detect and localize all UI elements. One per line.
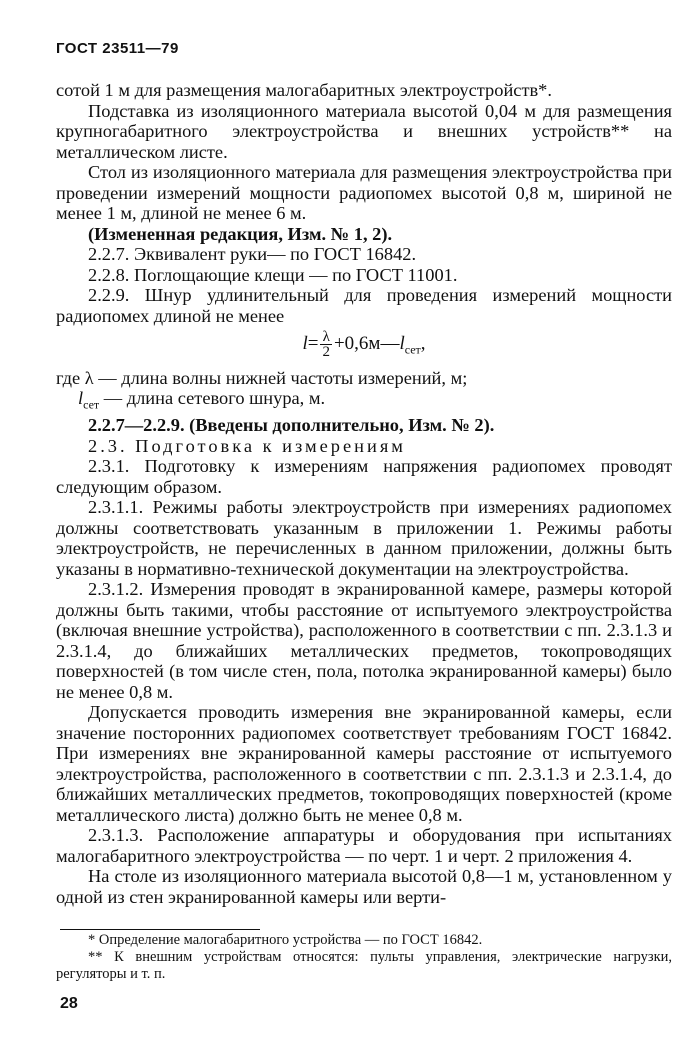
page-number: 28 bbox=[60, 995, 78, 1012]
formula-lhs: l bbox=[302, 332, 308, 354]
paragraph: На столе из изоляционного материала высотой 0,8—1 м, установленном у одной из стен экранированной камеры или верти- bbox=[56, 866, 672, 907]
page-header: ГОСТ 23511—79 bbox=[56, 40, 179, 57]
paragraph: сотой 1 м для размещения малогабаритных электроустройств*. bbox=[56, 80, 552, 100]
formula-rhs-subscript: сет bbox=[404, 342, 421, 357]
where-line bbox=[56, 388, 672, 415]
where-text: — длина сетевого шнура, м. bbox=[103, 388, 326, 409]
paragraph: 2.3.1. Подготовку к измерениям напряжения радиопомех проводят следующим образом. bbox=[56, 456, 672, 497]
formula-tail: , bbox=[420, 332, 426, 354]
paragraph: Допускается проводить измерения вне экранированной камеры, если значение посторонних радиопомех соответствует требованиям ГОСТ 16842. При измерениях вне экранированной камеры расстояние от испытуемого электроустройства, расположенного в соответствии с пп. 2.3.1.3 и 2.3.1.4, до ближайших металлических предметов, токопроводящих поверхностей (кроме металлического листа) должно быть не менее 0,8 м. bbox=[56, 702, 672, 825]
footnotes bbox=[56, 932, 672, 983]
footnote-divider bbox=[60, 929, 260, 930]
clause-2-2-9: 2.2.9. Шнур удлинительный для проведения измерений мощности радиопомех длиной не менее bbox=[56, 285, 672, 326]
where-symbol-subscript: сет bbox=[83, 397, 100, 412]
clause-2-2-8: 2.2.8. Поглощающие клещи — по ГОСТ 11001. bbox=[88, 264, 458, 285]
amendment-note: 2.2.7—2.2.9. (Введены дополнительно, Изм. № 2). bbox=[88, 415, 495, 436]
paragraph: Стол из изоляционного материала для размещения электроустройства при проведении измерений мощности радиопомех высотой 0,8 м, шириной не менее 1 м, длиной не менее 6 м. bbox=[56, 162, 672, 223]
formula: l= $\frac{\lambda}{2}$ $+0,6м—l_{сет}$, bbox=[302, 329, 426, 360]
fraction-numerator: λ bbox=[320, 330, 332, 345]
formula-fraction bbox=[320, 330, 332, 359]
where-symbol: l bbox=[78, 388, 84, 409]
footnote: * Определение малогабаритного устройства — по ГОСТ 16842. bbox=[88, 932, 483, 948]
footnote: ** К внешним устройствам относятся: пульты управления, электрические нагрузки, регуляторы и т. п. bbox=[56, 949, 672, 982]
formula-rhs: l bbox=[399, 332, 405, 354]
paragraph: 2.3.1.2. Измерения проводят в экранированной камере, размеры которой должны быть такими, чтобы расстояние от испытуемого электроустройства (включая внешние устройства), расположенного в соответствии с пп. 2.3.1.3 и 2.3.1.4, до ближайших металлических предметов, токопроводящих поверхностей (в том числе стен, пола, потолка экранированной камеры) было не менее 0,8 м. bbox=[56, 579, 672, 702]
paragraph: Подставка из изоляционного материала высотой 0,04 м для размещения крупногабаритного электроустройства и внешних устройств** на металлическом листе. bbox=[56, 100, 672, 162]
section-heading: 2.3. Подготовка к измерениям bbox=[88, 435, 406, 456]
formula-mid: +0,6м— bbox=[333, 332, 400, 354]
where-line: где λ — длина волны нижней частоты измерений, м; bbox=[56, 367, 468, 388]
amendment-note: (Измененная редакция, Изм. № 1, 2). bbox=[88, 223, 393, 244]
clause-2-2-7: 2.2.7. Эквивалент руки— по ГОСТ 16842. bbox=[88, 244, 417, 264]
paragraph: 2.3.1.3. Расположение аппаратуры и оборудования при испытаниях малогабаритного электроустройства — по черт. 1 и черт. 2 приложения 4. bbox=[56, 825, 672, 866]
body-text bbox=[56, 80, 672, 907]
fraction-denominator: 2 bbox=[322, 344, 330, 360]
paragraph: 2.3.1.1. Режимы работы электроустройств при измерениях радиопомех должны соответствовать указанным в приложении 1. Режимы работы электроустройств, не перечисленных в данном приложении, должны быть указаны в нормативно-технической документации на электроустройства. bbox=[56, 497, 672, 579]
